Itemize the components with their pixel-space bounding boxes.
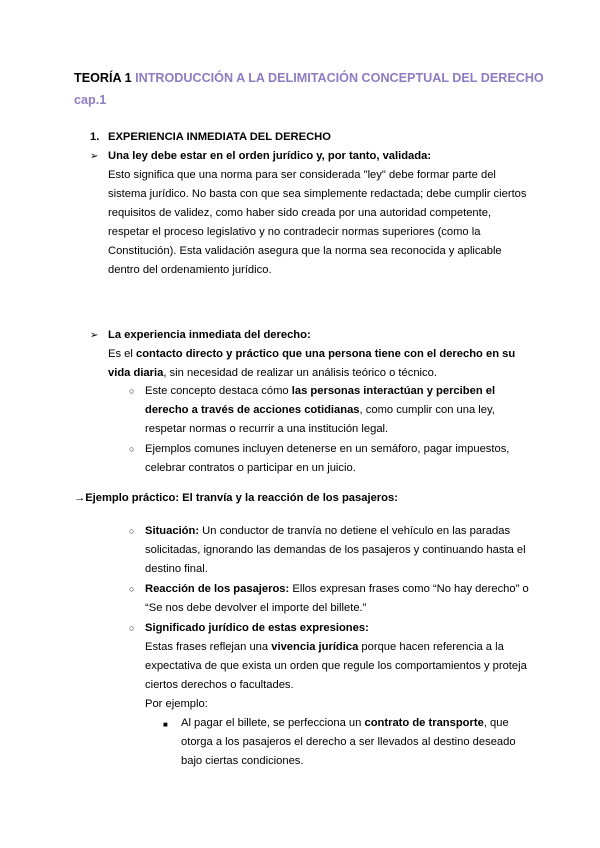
- body-line: celebrar contratos o participar en un juicio.: [145, 462, 356, 474]
- point1-body: [108, 166, 527, 280]
- body-line: solicitadas, ignorando las demandas de los pasajeros y continuando hasta el: [145, 544, 526, 556]
- point1-heading: Una ley debe estar en el orden jurídico y, por tanto, validada:: [108, 150, 432, 162]
- body-line: Es el contacto directo y práctico que una persona tiene con el derecho en su: [108, 348, 516, 360]
- arrow-bullet-icon: ➢: [90, 151, 99, 162]
- body-line: bajo ciertas condiciones.: [181, 755, 304, 767]
- right-arrow-icon: →: [74, 492, 86, 504]
- situacion-item: [145, 522, 526, 579]
- body-line: expectativa de que exista un orden que regule los comportamientos y proteja: [145, 660, 527, 672]
- body-line: Al pagar el billete, se perfecciona un contrato de transporte, que: [181, 717, 509, 729]
- circle-bullet-icon: ○: [129, 444, 135, 454]
- body-line: dentro del ordenamiento jurídico.: [108, 264, 272, 276]
- chapter-label: cap.1: [74, 93, 107, 107]
- body-line: sistema jurídico. No basta con que sea simplemente redactada; debe cumplir ciertos: [108, 188, 527, 200]
- section-heading: EXPERIENCIA INMEDIATA DEL DERECHO: [108, 131, 331, 143]
- body-line: requisitos de validez, como haber sido creada por una autoridad competente,: [108, 207, 492, 219]
- circle-bullet-icon: ○: [129, 386, 135, 396]
- point2-body: [108, 345, 515, 383]
- arrow-bullet-icon: ➢: [90, 330, 99, 341]
- body-line: ciertos derechos o facultades.: [145, 679, 294, 691]
- point2-sub1: [145, 382, 495, 439]
- point2-sub2: [145, 440, 509, 478]
- transporte-item: [181, 714, 516, 771]
- body-line: “Se nos debe devolver el importe del billete.”: [145, 602, 367, 614]
- body-line: destino final.: [145, 563, 208, 575]
- body-line: Significado jurídico de estas expresiones:: [145, 622, 369, 634]
- section-number: 1.: [90, 131, 100, 143]
- reaccion-item: [145, 580, 529, 618]
- body-line: respetar el proceso legislativo y no contradecir normas superiores (como la: [108, 226, 481, 238]
- body-line: Ejemplos comunes incluyen detenerse en un semáforo, pagar impuestos,: [145, 443, 510, 455]
- body-line: Reacción de los pasajeros: Ellos expresan frases como “No hay derecho” o: [145, 583, 529, 595]
- body-line: Por ejemplo:: [145, 698, 208, 710]
- example-heading: →Ejemplo práctico: El tranvía y la reacción de los pasajeros:: [74, 492, 398, 504]
- point2-heading: La experiencia inmediata del derecho:: [108, 329, 311, 341]
- circle-bullet-icon: ○: [129, 623, 135, 633]
- body-line: otorga a los pasajeros el derecho a ser llevados al destino deseado: [181, 736, 516, 748]
- circle-bullet-icon: ○: [129, 584, 135, 594]
- title-main: INTRODUCCIÓN A LA DELIMITACIÓN CONCEPTUAL DEL DERECHO: [135, 71, 544, 85]
- title-prefix: TEORÍA 1: [74, 71, 132, 85]
- page-title: [74, 71, 544, 85]
- significado-item: [145, 619, 527, 714]
- body-line: Constitución). Esta validación asegura que la norma sea reconocida y aplicable: [108, 245, 502, 257]
- body-line: Estas frases reflejan una vivencia jurídica porque hacen referencia a la: [145, 641, 504, 653]
- body-line: respetar normas o recurrir a una institución legal.: [145, 423, 389, 435]
- body-line: Esto significa que una norma para ser considerada "ley" debe formar parte del: [108, 169, 496, 181]
- body-line: Situación: Un conductor de tranvía no detiene el vehículo en las paradas: [145, 525, 511, 537]
- square-bullet-icon: ■: [163, 720, 168, 729]
- body-line: vida diaria, sin necesidad de realizar un análisis teórico o técnico.: [108, 367, 437, 379]
- body-line: derecho a través de acciones cotidianas, como cumplir con una ley,: [145, 404, 495, 416]
- body-line: Este concepto destaca cómo las personas interactúan y perciben el: [145, 385, 496, 397]
- circle-bullet-icon: ○: [129, 526, 135, 536]
